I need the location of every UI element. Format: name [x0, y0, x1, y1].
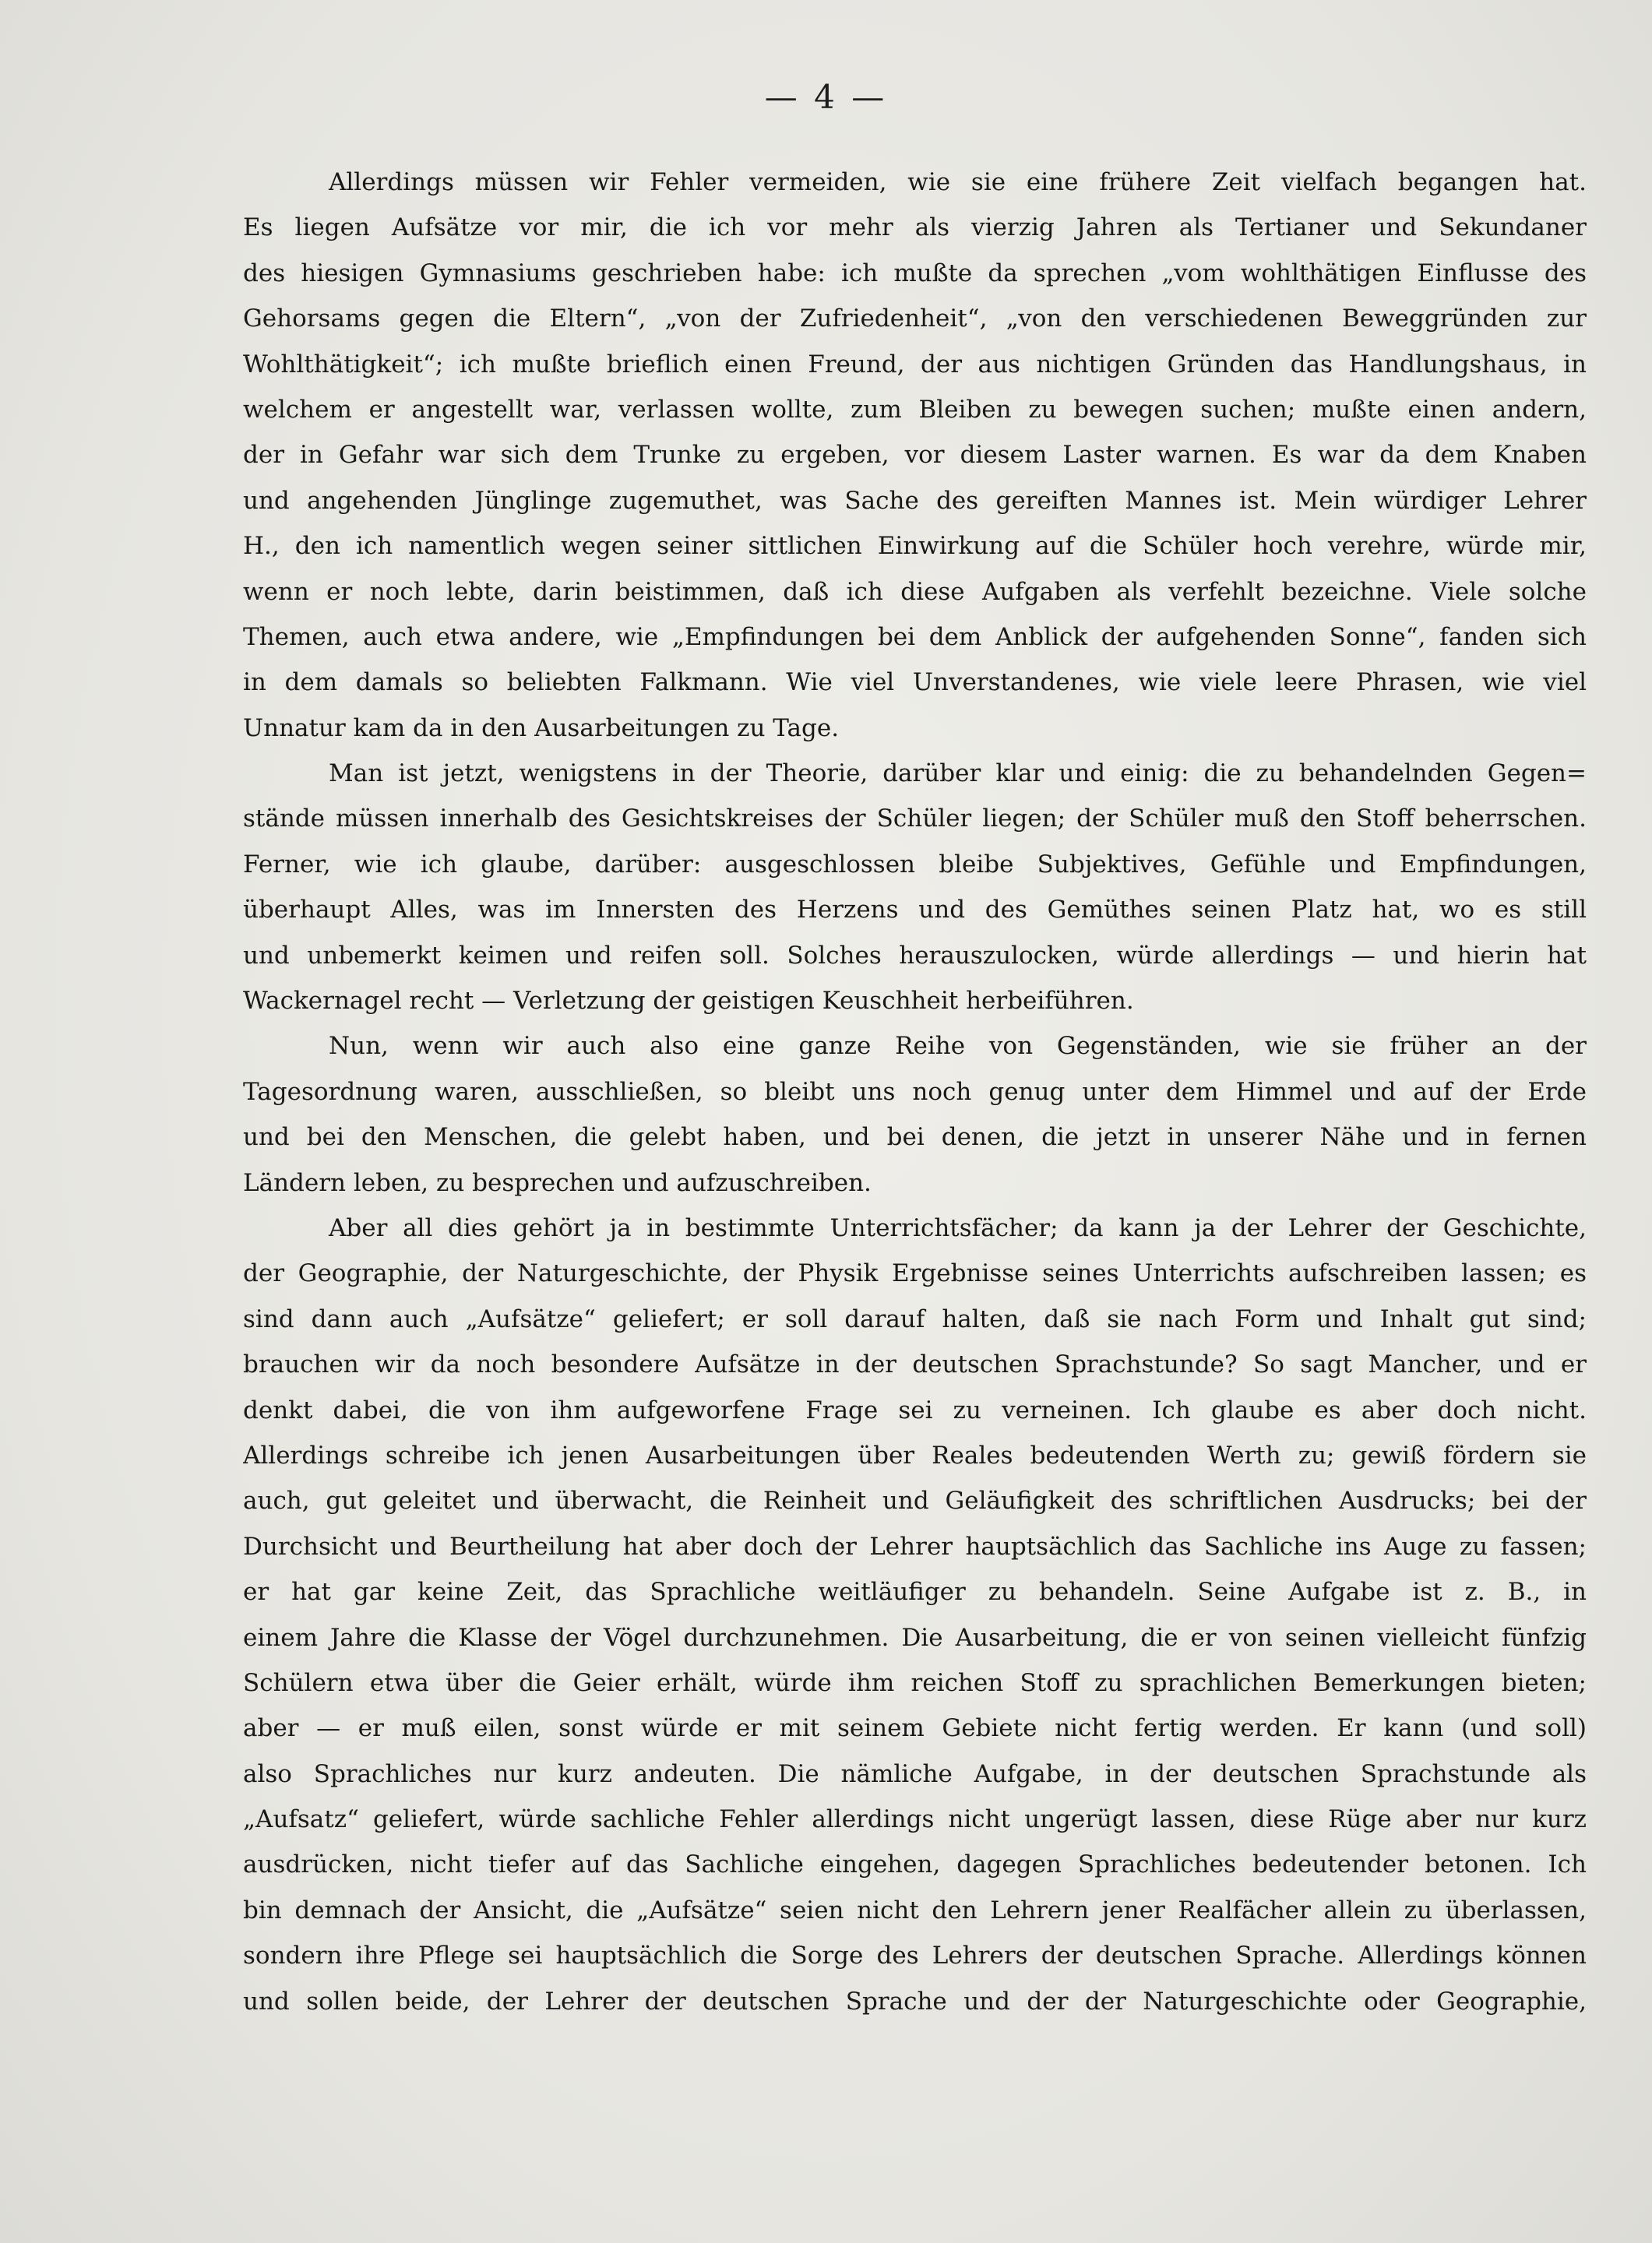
- text-line: Aber all dies gehört ja in bestimmte Unterrichtsfächer; da kann ja der Lehrer der Geschichte,: [329, 1213, 1587, 1242]
- text-line: Wackernagel recht — Verletzung der geistigen Keuschheit herbeiführen.: [243, 987, 1134, 1016]
- body-text: [243, 160, 1587, 2024]
- text-line: Man ist jetzt, wenigstens in der Theorie, darüber klar und einig: die zu behandelnden Gegen=: [329, 759, 1587, 788]
- text-line: wenn er noch lebte, darin beistimmen, daß ich diese Aufgaben als verfehlt bezeichne. Viele solche: [243, 577, 1587, 606]
- text-line: Unnatur kam da in den Ausarbeitungen zu Tage.: [243, 713, 840, 742]
- text-line: Ferner, wie ich glaube, darüber: ausgeschlossen bleibe Subjektives, Gefühle und Empfindungen,: [243, 850, 1587, 879]
- text-line: einem Jahre die Klasse der Vögel durchzunehmen. Die Ausarbeitung, die er von seinen vielleicht fünfzig: [243, 1623, 1587, 1652]
- text-line: aber — er muß eilen, sonst würde er mit seinem Gebiete nicht fertig werden. Er kann (und soll): [243, 1714, 1587, 1743]
- text-line: Tagesordnung waren, ausschließen, so bleibt uns noch genug unter dem Himmel und auf der Erde: [243, 1077, 1587, 1106]
- text-line: stände müssen innerhalb des Gesichtskreises der Schüler liegen; der Schüler muß den Stoff beherrschen.: [243, 805, 1587, 833]
- text-line: welchem er angestellt war, verlassen wollte, zum Bleiben zu bewegen suchen; mußte einen andern,: [243, 395, 1587, 424]
- text-line: Es liegen Aufsätze vor mir, die ich vor mehr als vierzig Jahren als Tertianer und Sekundaner: [243, 213, 1587, 242]
- text-line: sind dann auch „Aufsätze“ geliefert; er soll darauf halten, daß sie nach Form und Inhalt gut sind;: [243, 1305, 1587, 1333]
- text-line: Allerdings schreibe ich jenen Ausarbeitungen über Reales bedeutenden Werth zu; gewiß fördern sie: [243, 1441, 1587, 1470]
- text-line: Wohlthätigkeit“; ich mußte brieflich einen Freund, der aus nichtigen Gründen das Handlungshaus, in: [243, 350, 1587, 379]
- text-line: der in Gefahr war sich dem Trunke zu ergeben, vor diesem Laster warnen. Es war da dem Knaben: [243, 441, 1587, 470]
- text-line: „Aufsatz“ geliefert, würde sachliche Fehler allerdings nicht ungerügt lassen, diese Rüge aber nur kurz: [243, 1805, 1587, 1834]
- text-line: er hat gar keine Zeit, das Sprachliche weitläufiger zu behandeln. Seine Aufgabe ist z. B., in: [243, 1578, 1587, 1607]
- text-line: H., den ich namentlich wegen seiner sittlichen Einwirkung auf die Schüler hoch verehre, würde mir,: [243, 532, 1587, 561]
- text-line: auch, gut geleitet und überwacht, die Reinheit und Geläufigkeit des schriftlichen Ausdrucks; bei der: [243, 1487, 1587, 1516]
- text-line: Nun, wenn wir auch also eine ganze Reihe von Gegenständen, wie sie früher an der: [329, 1032, 1587, 1061]
- text-line: Allerdings müssen wir Fehler vermeiden, wie sie eine frühere Zeit vielfach begangen hat.: [329, 168, 1587, 196]
- text-line: der Geographie, der Naturgeschichte, der Physik Ergebnisse seines Unterrichts aufschreiben lassen; es: [243, 1259, 1587, 1288]
- text-line: in dem damals so beliebten Falkmann. Wie viel Unverstandenes, wie viele leere Phrasen, wie viel: [243, 668, 1587, 697]
- text-line: sondern ihre Pflege sei hauptsächlich die Sorge des Lehrers der deutschen Sprache. Allerdings können: [243, 1942, 1587, 1970]
- text-line: und bei den Menschen, die gelebt haben, und bei denen, die jetzt in unserer Nähe und in fernen: [243, 1123, 1587, 1152]
- text-line: und angehenden Jünglinge zugemuthet, was Sache des gereiften Mannes ist. Mein würdiger Lehrer: [243, 486, 1587, 515]
- page-number: — 4 —: [764, 78, 888, 116]
- text-line: brauchen wir da noch besondere Aufsätze in der deutschen Sprachstunde? So sagt Mancher, und er: [243, 1350, 1587, 1379]
- text-line: Durchsicht und Beurtheilung hat aber doch der Lehrer hauptsächlich das Sachliche ins Auge zu fassen;: [243, 1532, 1587, 1561]
- text-line: überhaupt Alles, was im Innersten des Herzens und des Gemüthes seinen Platz hat, wo es still: [243, 896, 1587, 924]
- text-line: also Sprachliches nur kurz andeuten. Die nämliche Aufgabe, in der deutschen Sprachstunde als: [243, 1759, 1587, 1788]
- text-line: und sollen beide, der Lehrer der deutschen Sprache und der der Naturgeschichte oder Geographie,: [243, 1987, 1587, 2016]
- text-line: Themen, auch etwa andere, wie „Empfindungen bei dem Anblick der aufgehenden Sonne“, fanden sich: [243, 622, 1587, 651]
- text-line: Gehorsams gegen die Eltern“, „von der Zufriedenheit“, „von den verschiedenen Beweggründen zur: [243, 305, 1587, 333]
- text-line: und unbemerkt keimen und reifen soll. Solches herauszulocken, würde allerdings — und hierin hat: [243, 941, 1587, 970]
- text-line: Schülern etwa über die Geier erhält, würde ihm reichen Stoff zu sprachlichen Bemerkungen bieten;: [243, 1668, 1587, 1697]
- text-line: des hiesigen Gymnasiums geschrieben habe: ich mußte da sprechen „vom wohlthätigen Einflusse des: [243, 259, 1587, 287]
- text-line: ausdrücken, nicht tiefer auf das Sachliche eingehen, dagegen Sprachliches bedeutender betonen. Ich: [243, 1850, 1587, 1879]
- text-line: denkt dabei, die von ihm aufgeworfene Frage sei zu verneinen. Ich glaube es aber doch nicht.: [243, 1396, 1587, 1424]
- text-line: bin demnach der Ansicht, die „Aufsätze“ seien nicht den Lehrern jener Realfächer allein zu überlassen,: [243, 1896, 1587, 1924]
- text-line: Ländern leben, zu besprechen und aufzuschreiben.: [243, 1168, 872, 1197]
